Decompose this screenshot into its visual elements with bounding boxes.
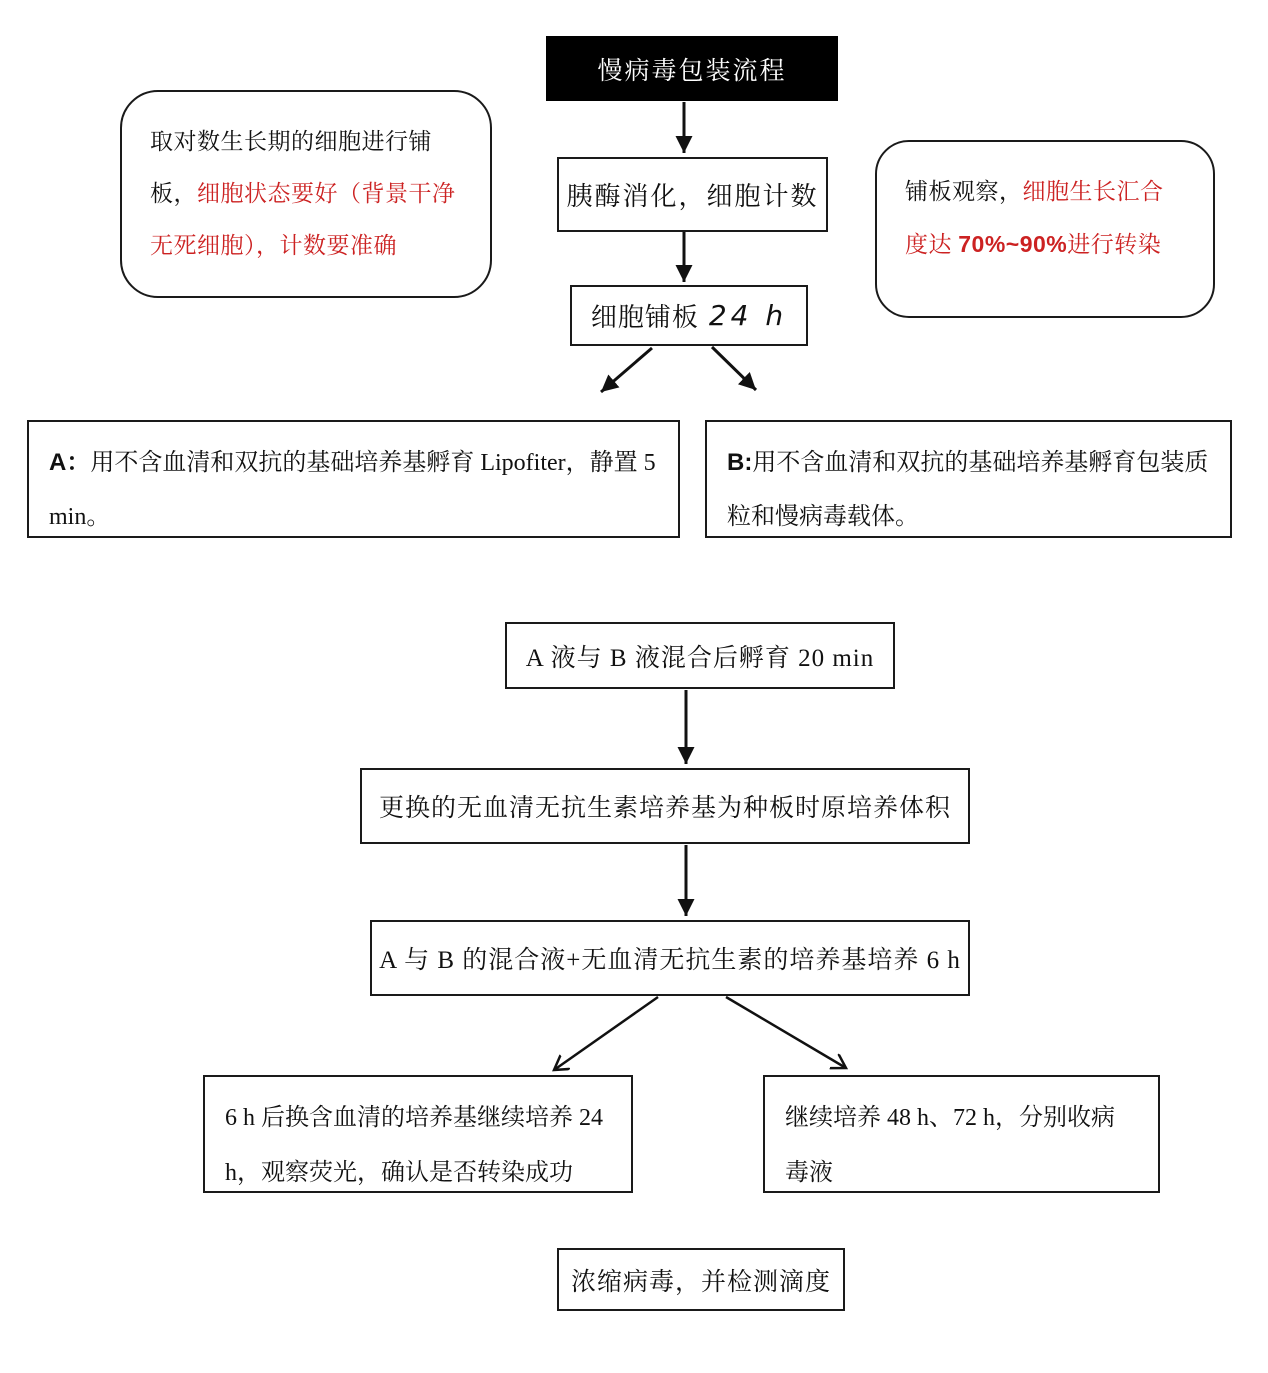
step-mix-text: A 液与 B 液混合后孵育 20 min — [525, 644, 875, 672]
step-mix-box — [505, 622, 895, 689]
step-observe-text: 6 h 后换含血清的培养基继续培养 24 h，观察荧光，确认是否转染成功 — [225, 1105, 603, 1186]
note-right-red-after: 进行转染 — [1067, 232, 1162, 257]
step-plate-box — [570, 285, 808, 346]
arrow-culture-to-harvest — [726, 997, 846, 1068]
box-a-label: A： — [49, 449, 91, 476]
step-plate-time: 24 h — [708, 299, 788, 332]
step-medium-text: 更换的无血清无抗生素培养基为种板时原培养体积 — [378, 795, 951, 822]
box-a-text: 用不含血清和双抗的基础培养基孵育 Lipofiter，静置 5 min。 — [49, 450, 656, 530]
arrow-plate-to-a — [601, 348, 652, 392]
step-harvest-text: 继续培养 48 h、72 h，分别收病毒液 — [785, 1105, 1115, 1186]
note-left-red: 细胞状态要好（背景干净无死细胞），计数要准确 — [150, 181, 456, 258]
title-text: 慢病毒包装流程 — [597, 57, 787, 85]
title-box — [546, 36, 838, 101]
step-plate-text: 细胞铺板 — [590, 303, 699, 332]
box-b — [705, 420, 1232, 538]
box-a — [27, 420, 680, 538]
arrow-culture-to-observe — [554, 997, 658, 1070]
step-culture-box — [370, 920, 970, 996]
arrow-plate-to-b — [712, 347, 756, 390]
note-right-red: 细胞生长汇合度达 — [905, 179, 1164, 257]
note-left — [120, 90, 492, 298]
step-harvest-box — [763, 1075, 1160, 1193]
step-medium-box — [360, 768, 970, 844]
step-observe-box — [203, 1075, 633, 1193]
note-right-red-bold: 70%~90% — [958, 231, 1068, 257]
box-b-label: B: — [727, 449, 753, 476]
step-digest-box — [557, 157, 828, 232]
step-digest-text: 胰酶消化，细胞计数 — [566, 182, 819, 211]
note-right — [875, 140, 1215, 318]
note-right-black: 铺板观察， — [905, 179, 1023, 204]
note-left-black: 取对数生长期的细胞进行铺板， — [150, 129, 432, 206]
step-concentrate-text: 浓缩病毒，并检测滴度 — [570, 1268, 831, 1296]
box-b-text: 用不含血清和双抗的基础培养基孵育包装质粒和慢病毒载体。 — [727, 450, 1209, 530]
step-culture-text: A 与 B 的混合液+无血清无抗生素的培养基培养 6 h — [379, 947, 961, 974]
step-concentrate-box — [557, 1248, 845, 1311]
